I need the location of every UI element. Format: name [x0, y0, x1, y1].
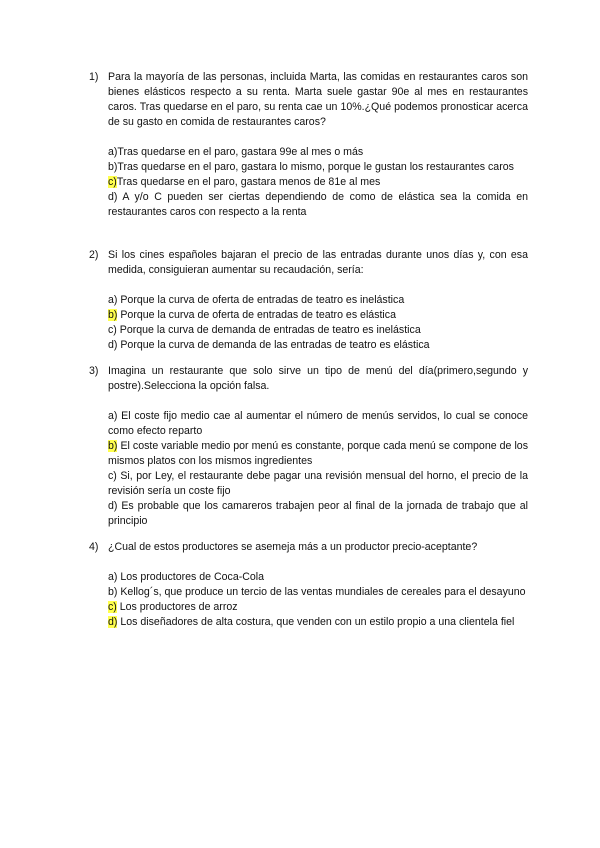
option-letter: d) [108, 191, 118, 203]
option-text: El coste fijo medio cae al aumentar el número de menús servidos, lo cual se conoce como efecto reparto [108, 410, 528, 437]
question-4 [90, 540, 528, 630]
option-text: Tras quedarse en el paro, gastara menos de 81e al mes [116, 176, 381, 188]
highlighted-option-letter: b) [108, 309, 118, 321]
question-number: 4) [89, 541, 99, 553]
option-d [108, 615, 528, 630]
option-a [108, 293, 528, 308]
question-3 [90, 364, 528, 529]
option-list [108, 293, 528, 353]
option-b [108, 439, 528, 469]
question-text: Imagina un restaurante que solo sirve un tipo de menú del día(primero,segundo y postre).Selecciona la opción falsa. [108, 365, 528, 392]
option-text: Si, por Ley, el restaurante debe pagar una revisión mensual del horno, el precio de la revisión sería un coste fijo [108, 470, 528, 497]
option-letter: d) [108, 500, 118, 512]
option-list [108, 570, 528, 630]
option-text: Kellog´s, que produce un tercio de las ventas mundiales de cereales para el desayuno [117, 586, 526, 598]
question-number: 3) [89, 365, 99, 377]
option-letter: b) [108, 161, 118, 173]
question-number: 2) [89, 249, 99, 261]
option-letter: a) [108, 146, 118, 158]
question-text: ¿Cual de estos productores se asemeja más a un productor precio-aceptante? [108, 541, 478, 553]
option-letter: b) [108, 586, 118, 598]
option-text: El coste variable medio por menú es constante, porque cada menú se compone de los mismos platos con los mismos ingredientes [108, 440, 528, 467]
question-text: Si los cines españoles bajaran el precio de las entradas durante unos días y, con esa medida, consiguieran aumentar su recaudación, sería: [108, 249, 528, 276]
highlighted-option-letter: b) [108, 440, 118, 452]
option-c [108, 175, 528, 190]
option-b [108, 160, 528, 175]
option-text: Es probable que los camareros trabajen peor al final de la jornada de trabajo que al principio [108, 500, 528, 527]
question-number: 1) [89, 71, 99, 83]
highlighted-option-letter: c) [108, 601, 117, 613]
highlighted-option-letter: d) [108, 616, 118, 628]
option-text: Los productores de arroz [116, 601, 238, 613]
option-b [108, 585, 528, 600]
option-b [108, 308, 528, 323]
option-a [108, 145, 528, 160]
option-list [108, 409, 528, 529]
option-text: Porque la curva de demanda de las entradas de teatro es elástica [117, 339, 430, 351]
option-letter: c) [108, 324, 117, 336]
option-text: Porque la curva de demanda de entradas de teatro es inelástica [116, 324, 421, 336]
option-text: Los productores de Coca-Cola [117, 571, 265, 583]
question-1 [90, 70, 528, 220]
option-letter: a) [108, 294, 118, 306]
option-d [108, 499, 528, 529]
option-d [108, 338, 528, 353]
option-letter: a) [108, 410, 118, 422]
option-text: Tras quedarse en el paro, gastara 99e al mes o más [117, 146, 364, 158]
option-d [108, 190, 528, 220]
option-letter: a) [108, 571, 118, 583]
option-c [108, 469, 528, 499]
option-list [108, 145, 528, 220]
option-c [108, 600, 528, 615]
option-text: A y/o C pueden ser ciertas dependiendo de como de elástica sea la comida en restaurantes caros con respecto a la renta [108, 191, 528, 218]
option-text: Los diseñadores de alta costura, que venden con un estilo propio a una clientela fiel [117, 616, 515, 628]
option-a [108, 570, 528, 585]
option-c [108, 323, 528, 338]
highlighted-option-letter: c) [108, 176, 117, 188]
option-letter: c) [108, 470, 117, 482]
option-text: Porque la curva de oferta de entradas de teatro es elástica [117, 309, 396, 321]
option-a [108, 409, 528, 439]
option-letter: d) [108, 339, 118, 351]
option-text: Porque la curva de oferta de entradas de teatro es inelástica [117, 294, 405, 306]
question-text: Para la mayoría de las personas, incluida Marta, las comidas en restaurantes caros son bienes elásticos respecto a su renta. Marta suele gastar 90e al mes en restaurantes caros. Tras quedarse en el paro, su renta cae un 10%.¿Qué podemos pronosticar acerca de su gasto en comida de restaurantes caros? [108, 71, 528, 128]
option-text: Tras quedarse en el paro, gastara lo mismo, porque le gustan los restaurantes caros [117, 161, 514, 173]
question-2 [90, 248, 528, 353]
